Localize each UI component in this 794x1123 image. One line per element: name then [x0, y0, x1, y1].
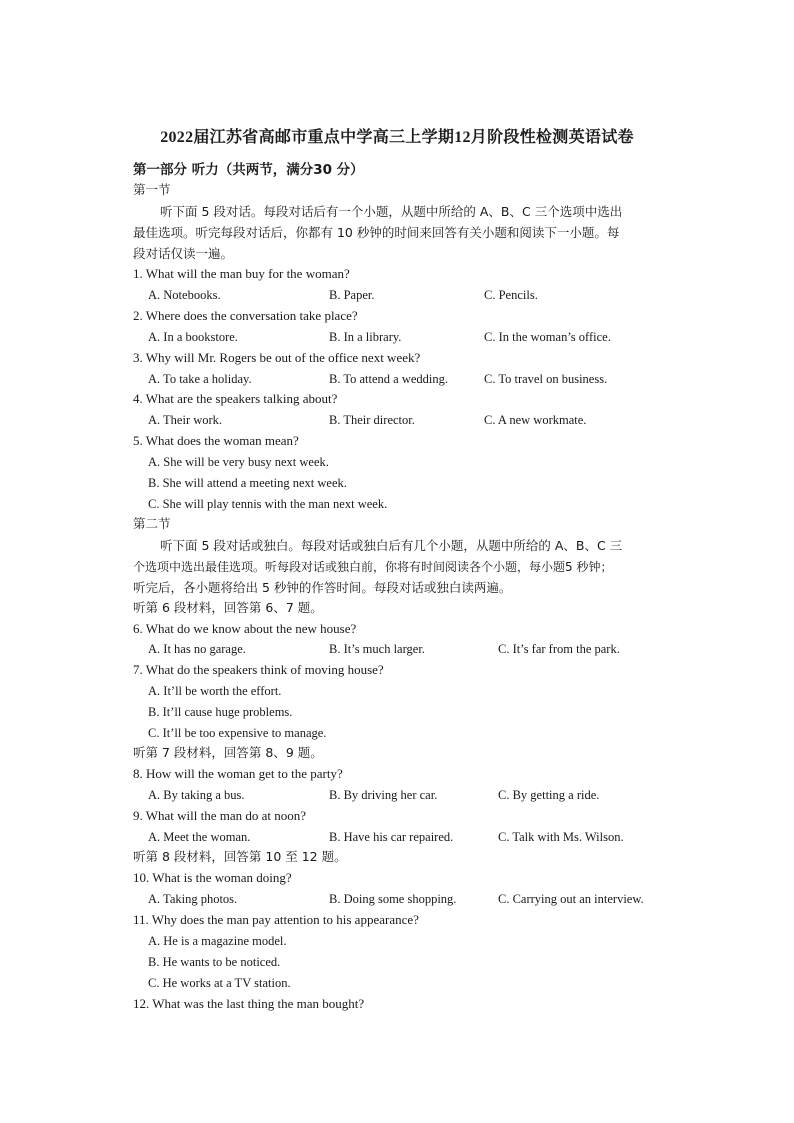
material-6-heading: 听第 6 段材料，回答第 6、7 题。 — [133, 600, 323, 615]
q9-option-b: B. Have his car repaired. — [329, 830, 454, 844]
q1-option-b: B. Paper. — [329, 288, 375, 302]
q4-option-b: B. Their director. — [329, 413, 415, 427]
exam-title: 2022届江苏省高邮市重点中学高三上学期12月阶段性检测英语试卷 — [160, 129, 634, 146]
q7-option-b: B. It’ll cause huge problems. — [148, 705, 293, 719]
question-10: 10. What is the woman doing? — [133, 870, 292, 885]
section2-instruction-1: 听下面 5 段对话或独白。每段对话或独白后有几个小题，从题中所给的 A、B、C 三 — [160, 538, 623, 553]
q11-option-c: C. He works at a TV station. — [148, 976, 291, 990]
section1-instruction-2: 最佳选项。听完每段对话后，你都有 10 秒钟的时间来回答有关小题和阅读下一小题。每 — [133, 225, 620, 240]
q2-option-b: B. In a library. — [329, 330, 402, 344]
question-5: 5. What does the woman mean? — [133, 433, 299, 448]
q10-option-a: A. Taking photos. — [148, 892, 238, 906]
q7-option-a: A. It’ll be worth the effort. — [148, 684, 282, 698]
question-6: 6. What do we know about the new house? — [133, 621, 357, 636]
material-8-heading: 听第 8 段材料，回答第 10 至 12 题。 — [133, 849, 347, 864]
q4-option-c: C. A new workmate. — [484, 413, 587, 427]
question-12: 12. What was the last thing the man bought? — [133, 996, 365, 1011]
q2-option-c: C. In the woman’s office. — [484, 330, 611, 344]
q8-option-b: B. By driving her car. — [329, 788, 438, 802]
question-9: 9. What will the man do at noon? — [133, 808, 307, 823]
q3-option-c: C. To travel on business. — [484, 372, 608, 386]
q9-option-a: A. Meet the woman. — [148, 830, 251, 844]
q11-option-b: B. He wants to be noticed. — [148, 955, 281, 969]
q5-option-b: B. She will attend a meeting next week. — [148, 476, 347, 490]
q8-option-c: C. By getting a ride. — [498, 788, 600, 802]
question-2: 2. Where does the conversation take place? — [133, 308, 358, 323]
section2-instruction-3: 听完后，各小题将给出 5 秒钟的作答时间。每段对话或独白读两遍。 — [133, 580, 512, 595]
section1-instruction-1: 听下面 5 段对话。每段对话后有一个小题，从题中所给的 A、B、C 三个选项中选出 — [160, 204, 623, 219]
q7-option-c: C. It’ll be too expensive to manage. — [148, 726, 327, 740]
q3-option-a: A. To take a holiday. — [148, 372, 252, 386]
q6-option-a: A. It has no garage. — [148, 642, 246, 656]
q8-option-a: A. By taking a bus. — [148, 788, 245, 802]
section2-heading: 第二节 — [133, 516, 171, 531]
q1-option-a: A. Notebooks. — [148, 288, 221, 302]
q6-option-c: C. It’s far from the park. — [498, 642, 620, 656]
q5-option-c: C. She will play tennis with the man next week. — [148, 497, 388, 511]
section1-heading: 第一节 — [133, 182, 171, 197]
q1-option-c: C. Pencils. — [484, 288, 538, 302]
question-4: 4. What are the speakers talking about? — [133, 391, 338, 406]
q5-option-a: A. She will be very busy next week. — [148, 455, 329, 469]
question-7: 7. What do the speakers think of moving house? — [133, 662, 384, 677]
q9-option-c: C. Talk with Ms. Wilson. — [498, 830, 624, 844]
q6-option-b: B. It’s much larger. — [329, 642, 425, 656]
question-1: 1. What will the man buy for the woman? — [133, 266, 350, 281]
q11-option-a: A. He is a magazine model. — [148, 934, 287, 948]
q10-option-c: C. Carrying out an interview. — [498, 892, 644, 906]
q2-option-a: A. In a bookstore. — [148, 330, 238, 344]
q3-option-b: B. To attend a wedding. — [329, 372, 449, 386]
question-11: 11. Why does the man pay attention to his appearance? — [133, 912, 419, 927]
part1-heading: 第一部分 听力（共两节，满分30 分） — [133, 162, 364, 178]
q4-option-a: A. Their work. — [148, 413, 223, 427]
section1-instruction-3: 段对话仅读一遍。 — [133, 246, 234, 261]
section2-instruction-2: 个选项中选出最佳选项。听每段对话或独白前，你将有时间阅读各个小题，每小题5 秒钟； — [133, 560, 613, 574]
material-7-heading: 听第 7 段材料，回答第 8、9 题。 — [133, 745, 323, 760]
q10-option-b: B. Doing some shopping. — [329, 892, 457, 906]
question-8: 8. How will the woman get to the party? — [133, 766, 343, 781]
question-3: 3. Why will Mr. Rogers be out of the office next week? — [133, 350, 421, 365]
